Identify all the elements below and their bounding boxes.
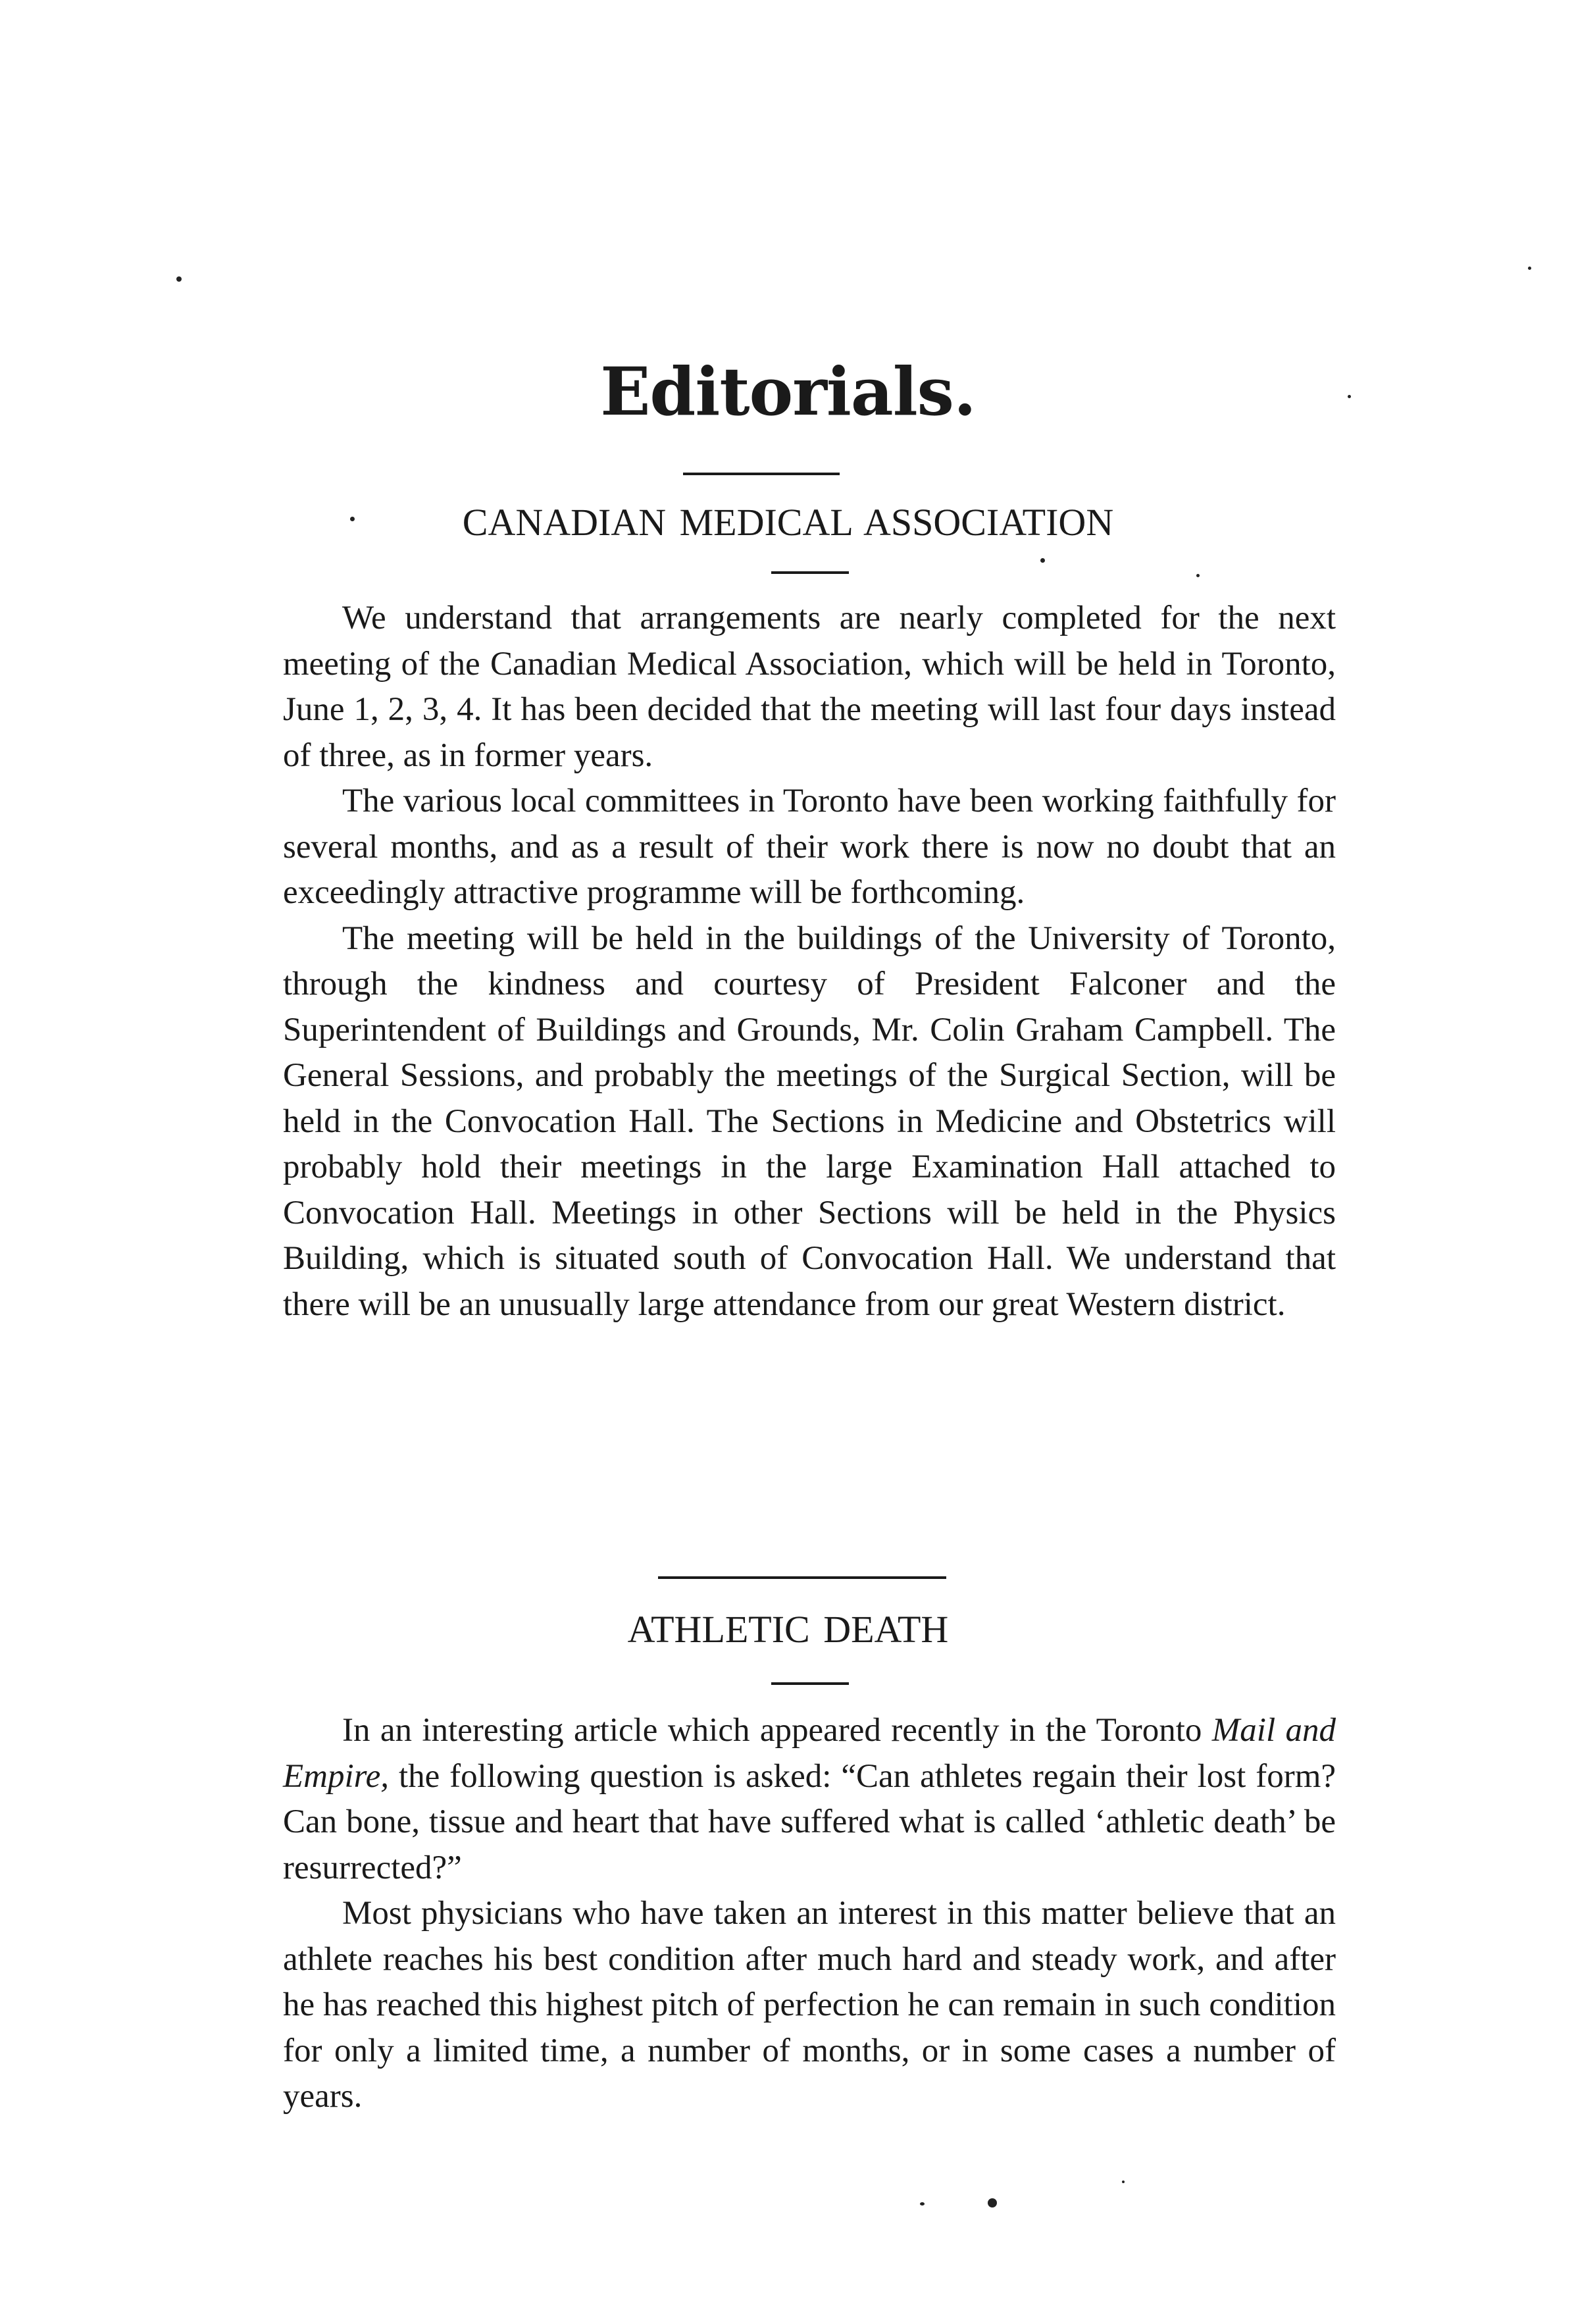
section-separator [658,1576,946,1579]
paragraph [283,1708,1336,1891]
section-divider [771,571,849,574]
paragraph: The meeting will be held in the buildings of the University of Toronto, through the kindness and courtesy of President Falconer and the Superintendent of Buildings and Grounds, Mr. Colin Graham Campbell. The General Sessions, and probably the meetings of the Surgical Section, will be held in the Convocation Hall. The Sections in Medicine and Obstetrics will probably hold their meetings in the large Examination Hall attached to Convocation Hall. Meetings in other Sections will be held in the Physics Building, which is situated south of Convocation Hall. We understand that there will be an unusually large attendance from our great Western district. [283,919,1336,1323]
ink-speck [988,2198,997,2208]
paragraph-text: In an interesting article which appeared recently in the Toronto [342,1712,1212,1749]
ink-speck [176,276,182,282]
masthead-title: Editorials. [600,353,976,430]
ink-speck [1040,558,1045,563]
masthead-rule [683,473,840,475]
newspaper-title: Mail and Empire, [283,1712,1336,1795]
ink-speck [1528,267,1531,270]
ink-speck [1122,2181,1125,2183]
ink-speck [1196,574,1200,577]
section-heading: CANADIAN MEDICAL ASSOCIATION [462,501,1114,544]
paragraph: Most physicians who have taken an interest in this matter believe that an athlete reaches his best condition after much hard and steady work, and after he has reached this highest pitch of perfection he can remain in such condition for only a limited time, a number of months, or in some cases a number of years. [283,1895,1336,2115]
paragraph: The various local committees in Toronto have been working faithfully for several months, and as a result of their work there is now no doubt that an exceedingly attractive programme will be forthcoming. [283,783,1336,911]
ink-speck [920,2202,925,2206]
section-body [283,1708,1336,2120]
paragraph: We understand that arrangements are nearly completed for the next meeting of the Canadian Medical Association, which will be held in Toronto, June 1, 2, 3, 4. It has been decided that the meeting will last four days instead of three, as in former years. [283,600,1336,774]
section-divider [771,1682,849,1685]
section-body [283,596,1336,1328]
section-heading: ATHLETIC DEATH [627,1608,949,1651]
paragraph-text: the following question is asked: “Can athletes regain their lost form? Can bone, tissue and heart that have suffered what is called ‘athletic death’ be resurrected?” [283,1757,1336,1886]
